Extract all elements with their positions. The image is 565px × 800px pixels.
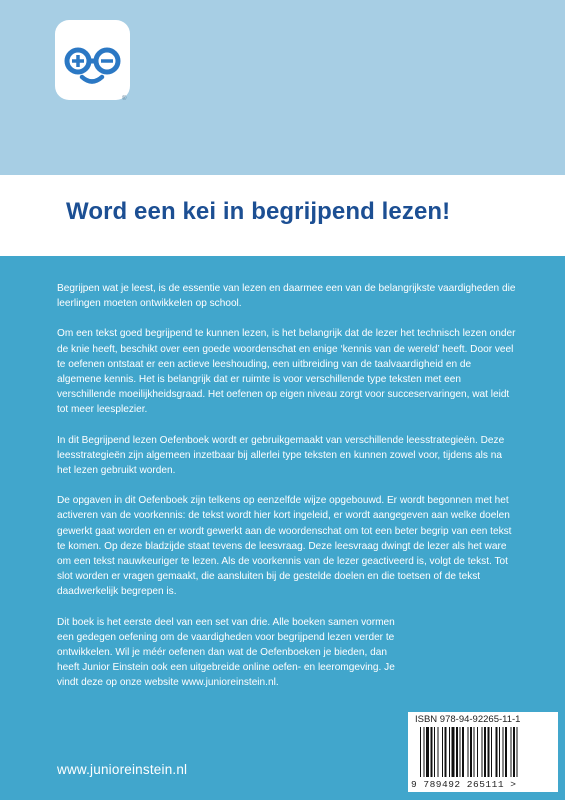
registered-mark: ® [122,96,127,102]
isbn-label: ISBN 978-94-92265-11-1 [415,714,521,725]
barcode-icon [420,727,552,779]
paragraph-strategies: In dit Begrijpend lezen Oefenboek wordt er gebruikgemaakt van verschillende leesstrategieën. Deze leesstrategieën zijn algemeen inzetbaar bij allerlei type teksten en kunnen zowel voor, tijdens als na het lezen gebruikt worden. [57,434,505,477]
paragraph-series: Dit boek is het eerste deel van een set van drie. Alle boeken samen vormen een gedegen oefening om de vaardigheden voor begrijpend lezen verder te ontwikkelen. Wil je méér oefenen dan wat de Oefenboeken je bieden, dan heeft Junior Einstein ook een uitgebreide online oefen- en leeromgeving. Je vindt deze op onze website www.junioreinstein.nl. [57,616,395,689]
publisher-logo [55,20,130,100]
paragraph-structure: De opgaven in dit Oefenboek zijn telkens op eenzelfde wijze opgebouwd. Er wordt begonnen met het activeren van de voorkennis: de tekst wordt hier kort ingeleid, er wordt aangegeven aan welke doelen gewerkt gaat worden en er wordt gewerkt aan de woordenschat om tot een beter begrip van een tekst te komen. Op deze bladzijde staat tevens de leesvraag. Deze leesvraag dwingt de lezer als het ware om een tekst nauwkeuriger te lezen. Als de voorkennis van de lezer geactiveerd is, volgt de tekst. Tot slot worden er vragen gemaakt, die aansluiten bij de gestelde doelen en die toetsen of de tekst daadwerkelijk begrepen is. [57,495,512,598]
paragraph-reading-skills: Om een tekst goed begrijpend te kunnen lezen, is het belangrijk dat de lezer het technisch lezen onder de knie heeft, beschikt over een goede woordenschat en enige ‘kennis van de wereld’ heeft. Door veel te oefenen ontstaat er een actieve leeshouding, een uitbreiding van de taalvaardigheid en de algemene kennis. Het is belangrijk dat er ruimte is voor verschillende type teksten met een verschillende moeilijkheidsgraad. Het oefenen op eigen niveau zorgt voor succeservaringen, wat leidt tot meer leesplezier. [57,328,516,416]
barcode-digits: 9 789492 265111 > [411,779,517,790]
paragraph-intro: Begrijpen wat je leest, is de essentie van lezen en daarmee een van de belangrijkste vaardigheden die leerlingen moeten ontwikkelen op school. [57,283,516,310]
headline: Word een kei in begrijpend lezen! [66,198,451,225]
blurb [57,281,517,706]
website-url: www.junioreinstein.nl [57,762,188,777]
plus-smile-minus-logo-icon [55,20,130,100]
